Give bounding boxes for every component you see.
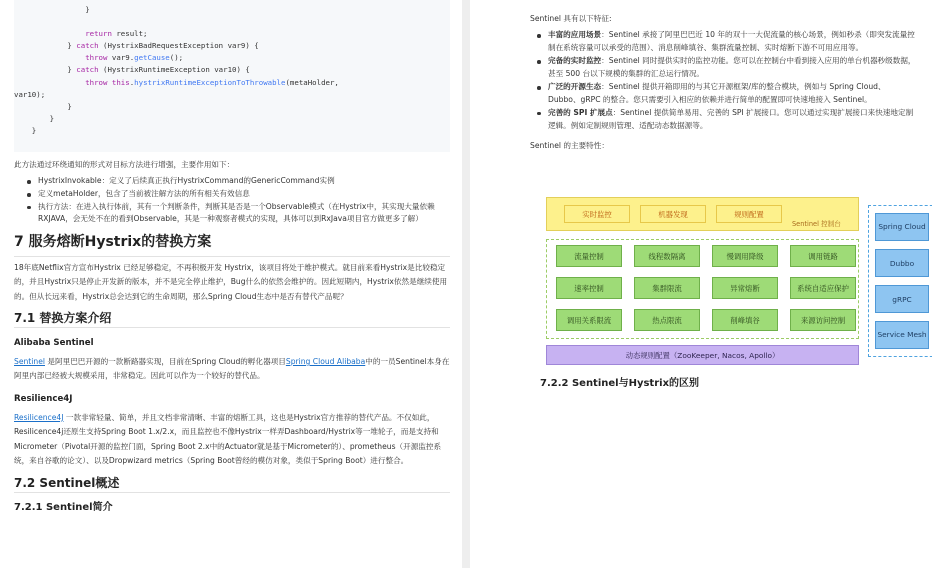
core-feature-cell: 线程数隔离 [634, 245, 700, 267]
code-token: var9. [107, 53, 135, 63]
code-token: throw [85, 53, 108, 63]
resilience4j-link[interactable]: Resilicence4J [14, 412, 64, 422]
code-line [14, 28, 450, 40]
code-text: } [14, 113, 55, 123]
list-item: 定义metaHolder，包含了当前被注解方法的所有相关有效信息 [14, 188, 450, 201]
code-line [14, 101, 450, 113]
code-token: result; [111, 29, 148, 39]
ecosystem-grpc: gRPC [875, 285, 929, 313]
intro-paragraph: 此方法通过环绕通知的形式对目标方法进行增强，主要作用如下： [14, 160, 235, 169]
dashboard-item: 机器发现 [640, 205, 706, 223]
code-token: catch [76, 65, 99, 75]
section-heading-7-1: 7.1 替换方案介绍 [14, 311, 112, 325]
spring-cloud-alibaba-link[interactable]: Spring Cloud Alibaba [285, 357, 366, 366]
core-feature-cell: 来源访问控制 [790, 309, 856, 331]
dashboard-item: 实时监控 [564, 205, 630, 223]
feature-label: 广泛的开源生态 [548, 82, 602, 92]
code-text: } [14, 5, 90, 14]
main-features-label: Sentinel 的主要特性： [530, 140, 609, 150]
code-text: var10); [14, 89, 46, 99]
code-block [14, 0, 450, 152]
core-feature-cell: 削峰填谷 [712, 309, 778, 331]
code-token: hystrixRuntimeExceptionToThrowable [134, 77, 286, 87]
core-feature-cell: 集群限流 [634, 277, 700, 299]
sentinel-architecture-diagram [546, 197, 932, 381]
resilience4j-paragraph [14, 411, 450, 469]
dashboard-item: 规则配置 [716, 205, 782, 223]
feature-text: ：Sentinel 提供开箱即用的与其它开源框架/库的整合模块，例如与 Spring Cloud、Dubbo、gRPC 的整合。您只需要引入相应的依赖并进行简单的配置即可快速地接入 Sentinel。 [548, 82, 886, 104]
code-text: } [14, 41, 77, 51]
code-text: } [14, 101, 72, 111]
left-page [0, 0, 462, 568]
code-line [14, 16, 450, 28]
list-item [530, 55, 916, 81]
sentinel-link[interactable]: Sentinel [14, 357, 45, 366]
list-item: 执行方法：在进入执行体前，其有一个判断条件，判断其是否是一个Observable模式（在Hystrix中，其实现大量依赖RXJAVA，会无处不在的看到Observable，其是一种观察者模式的实现，具体可以到RxJava项目官方做更多了解） [14, 201, 450, 226]
alibaba-sentinel-heading: Alibaba Sentinel [14, 338, 94, 348]
hystrix-replacement-paragraph: 18年底Netflix官方宣布Hystrix 已经足够稳定，不再积极开发 Hystrix，该项目将处于维护模式。就目前来看Hystrix是比较稳定的，并且Hystrix只是停止开发新的版本，并不是完全停止维护，Bug什么的依然会维护的。因此短期内，Hystrix依然是继续使用的。但从长远来看，Hystrix总会达到它的生命周期，那么Spring Cloud生态中是否有替代产品呢？ [14, 262, 448, 301]
code-line [14, 77, 450, 89]
list-item [530, 107, 916, 133]
code-text [14, 29, 85, 38]
core-feature-cell: 调用链路 [790, 245, 856, 267]
code-token: this [111, 77, 130, 87]
ecosystem-spring-cloud: Spring Cloud [875, 213, 929, 241]
resilience4j-text: 一款非常轻量、简单，并且文档非常清晰、丰富的熔断工具，这也是Hystrix官方推荐的替代产品。不仅如此，Resilicence4j还原生支持Spring Boot 1.x/2.x，而且监控也不像Hystrix一样弄Dashboard/Hystrix等一堆轮子，而是支持和Micrometer（Pivotal开源的监控门面，Spring Boot 2.x中的Actuator就是基于Micrometer的）、prometheus（开源监控系统，来自谷歌的论文）、以及Dropwizard metrics（Spring Boot曾经的模仿对象，类似于Spring Boot）进行整合。 [14, 412, 442, 466]
code-line [14, 64, 450, 76]
dynamic-rule-config-bar: 动态规则配置（ZooKeeper, Nacos, Apollo） [546, 345, 859, 365]
feature-label: 完善的 SPI 扩展点 [548, 107, 613, 117]
ecosystem-dubbo: Dubbo [875, 249, 929, 277]
core-feature-cell: 慢调用降级 [712, 245, 778, 267]
features-intro: Sentinel 具有以下特征: [530, 14, 612, 23]
code-line [14, 125, 450, 137]
core-feature-cell: 异常熔断 [712, 277, 778, 299]
feature-text: ：Sentinel 提供简单易用、完善的 SPI 扩展接口。您可以通过实现扩展接口来快速地定制逻辑。例如定制规则管理、适配动态数据源等。 [548, 107, 914, 130]
list-item: HystrixInvokable：定义了后续真正执行HystrixCommand的GenericCommand实例 [14, 175, 450, 188]
alibaba-text: 是阿里巴巴开源的一款断路器实现，目前在Spring Cloud的孵化器项目 [45, 357, 286, 366]
code-token: catch [76, 41, 99, 51]
code-token: return [85, 29, 112, 39]
feature-bullet-list [14, 175, 450, 225]
core-feature-cell: 速率控制 [556, 277, 622, 299]
code-token: getCause [134, 53, 170, 63]
feature-label: 完备的实时监控 [548, 56, 602, 66]
code-token: (metaHolder, [285, 77, 339, 87]
alibaba-text-2: 中的一员Sentinel本身在阿里内部已经被大规模采用，非常稳定。因此可以作为一个较好的替代品。 [14, 357, 450, 381]
code-token: (); [169, 53, 184, 63]
alibaba-sentinel-paragraph [14, 355, 450, 384]
code-token: throw [85, 77, 108, 87]
feature-text: ：Sentinel 承接了阿里巴巴近 10 年的双十一大促流量的核心场景，例如秒杀（即突发流量控制在系统容量可以承受的范围）、消息削峰填谷、集群流量控制、实时熔断下游不可用应用等。 [548, 30, 915, 53]
code-token: (HystrixRuntimeException var10) { [98, 65, 250, 75]
code-text: } [14, 125, 37, 135]
core-feature-cell: 流量控制 [556, 245, 622, 267]
section-heading-7-2-1: 7.2.1 Sentinel简介 [14, 502, 113, 514]
code-line [14, 89, 450, 101]
code-line [14, 4, 450, 16]
dashboard-label: Sentinel 控制台 [792, 220, 841, 228]
code-line [14, 40, 450, 52]
list-item [530, 29, 916, 55]
core-feature-cell: 热点限流 [634, 309, 700, 331]
feature-text: ：Sentinel 同时提供实时的监控功能。您可以在控制台中看到接入应用的单台机器秒级数据，甚至 500 台以下规模的集群的汇总运行情况。 [548, 56, 916, 79]
section-heading-7-2: 7.2 Sentinel概述 [14, 476, 120, 491]
code-text: } [14, 65, 77, 75]
sentinel-feature-list [530, 29, 916, 132]
code-line [14, 52, 450, 64]
core-feature-cell: 调用关系限流 [556, 309, 622, 331]
feature-label: 丰富的应用场景 [548, 30, 602, 40]
section-heading-7-2-2: 7.2.2 Sentinel与Hystrix的区别 [540, 378, 700, 389]
resilience4j-heading: Resilience4J [14, 393, 73, 404]
code-token: (HystrixBadRequestException var9) { [98, 41, 259, 51]
code-token: . [129, 77, 135, 87]
code-text [14, 78, 85, 87]
code-line [14, 113, 450, 125]
ecosystem-service-mesh: Service Mesh [875, 321, 929, 349]
core-feature-cell: 系统自适应保护 [790, 277, 856, 299]
right-page [470, 0, 932, 568]
section-heading-7: 7 服务熔断Hystrix的替换方案 [14, 233, 212, 250]
list-item [530, 81, 916, 107]
code-text [14, 53, 85, 62]
